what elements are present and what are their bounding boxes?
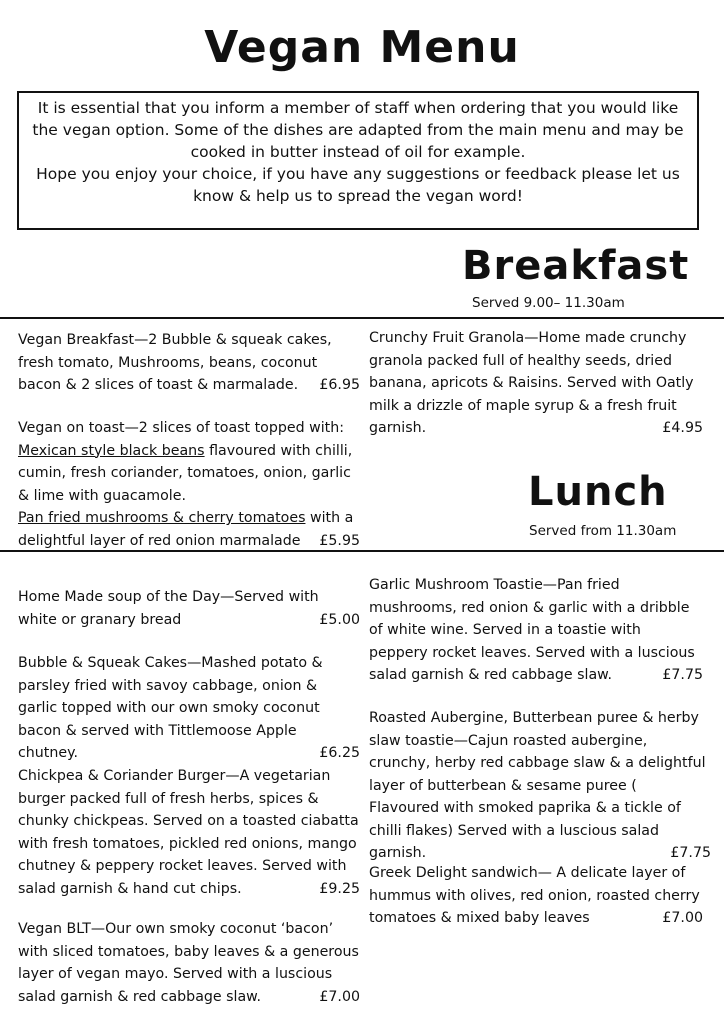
item-price: £7.75: [670, 845, 711, 861]
notice-line: cooked in butter instead of oil for example.: [190, 143, 526, 161]
menu-item: [18, 652, 360, 765]
item-desc: —2 Bubble & squeak cakes, fresh tomato, Mushrooms, beans, coconut bacon & 2 slices of toast & marmalade.: [18, 332, 332, 393]
item-desc: — A delicate layer of hummus with olives, red onion, roasted cherry tomatoes & mixed baby leaves: [369, 865, 700, 926]
item-option: Mexican style black beans: [18, 442, 205, 459]
item-desc: —Mashed potato & parsley fried with savoy cabbage, onion & garlic topped with our own smoky coconut bacon & served with Tittlemoose Apple chutney.: [18, 655, 323, 761]
item-price: £4.95: [662, 420, 703, 436]
lunch-heading: Lunch: [528, 469, 668, 515]
divider: [0, 317, 724, 319]
item-desc: —Served with white or granary bread: [18, 589, 319, 628]
item-desc: —Pan fried mushrooms, red onion & garlic with a dribble of white wine. Served in a toastie with peppery rocket leaves. Served with a luscious salad garnish & red cabbage slaw.: [369, 577, 695, 683]
breakfast-heading: Breakfast: [462, 243, 690, 289]
notice-line: know & help us to spread the vegan word!: [193, 187, 523, 205]
item-desc: —2 slices of toast topped with:: [124, 420, 345, 436]
page-title: Vegan Menu: [204, 22, 520, 73]
item-desc: —A vegetarian burger packed full of fresh herbs, spices & chunky chickpeas. Served on a toasted ciabatta with fresh tomatoes, pickled red onions, mango chutney & peppery rocket leaves. Served with salad garnish & hand cut chips.: [18, 768, 359, 897]
notice-line: It is essential that you inform a member of staff when ordering that you would like: [37, 99, 679, 117]
item-price: £7.00: [319, 988, 360, 1005]
item-name: Garlic Mushroom Toastie: [369, 577, 543, 593]
item-name: Chickpea & Coriander Burger: [18, 768, 226, 784]
menu-item: [369, 707, 711, 865]
menu-item: [369, 574, 703, 687]
item-price: £7.00: [662, 910, 703, 926]
divider: [0, 550, 724, 552]
menu-item: [18, 586, 360, 631]
menu-item: [18, 417, 360, 552]
item-price: £7.75: [662, 667, 703, 683]
item-name: Greek Delight sandwich: [369, 865, 538, 881]
item-name: Home Made soup of the Day: [18, 589, 221, 605]
notice-line: the vegan option. Some of the dishes are adapted from the main menu and may be: [32, 121, 684, 139]
item-desc: —Home made crunchy granola packed full of healthy seeds, dried banana, apricots & Raisins. Served with Oatly milk a drizzle of maple syrup & a fresh fruit garnish.: [369, 330, 694, 436]
menu-item: [18, 765, 360, 900]
menu-item: [369, 862, 703, 930]
item-option: Pan fried mushrooms & cherry tomatoes: [18, 510, 306, 526]
item-price: £6.25: [319, 745, 360, 761]
item-name: Vegan on toast: [18, 420, 125, 436]
item-price: £9.25: [319, 880, 360, 897]
notice-line: Hope you enjoy your choice, if you have any suggestions or feedback please let us: [36, 165, 680, 183]
item-desc: —Our own smoky coconut ‘bacon’ with sliced tomatoes, baby leaves & a generous layer of vegan mayo. Served with a luscious salad garnish & red cabbage slaw.: [18, 921, 359, 1005]
item-name: Roasted Aubergine, Butterbean puree & herby slaw toastie: [369, 710, 699, 749]
item-name: Vegan BLT: [18, 921, 91, 937]
staff-notice: [17, 91, 699, 230]
item-price: £6.95: [319, 377, 360, 393]
menu-item: [369, 327, 703, 440]
item-name: Crunchy Fruit Granola: [369, 330, 525, 346]
menu-item: [18, 918, 360, 1008]
item-desc: —Cajun roasted aubergine, crunchy, herby red cabbage slaw & a delightful layer of butterbean & sesame puree ( Flavoured with smoked paprika & a tickle of chilli flakes) Served with a luscious salad garnish.: [369, 732, 706, 861]
item-name: Vegan Breakfast: [18, 332, 135, 348]
item-price: £5.95: [319, 532, 360, 549]
breakfast-hours: Served 9.00– 11.30am: [472, 295, 625, 311]
item-option-desc: with a delightful layer of red onion marmalade: [18, 510, 354, 549]
menu-item: [18, 329, 360, 397]
item-option-desc: flavoured with chilli, cumin, fresh coriander, tomatoes, onion, garlic & lime with guacamole.: [18, 442, 353, 504]
item-price: £5.00: [319, 611, 360, 628]
lunch-hours: Served from 11.30am: [529, 523, 677, 539]
item-name: Bubble & Squeak Cakes: [18, 655, 188, 671]
